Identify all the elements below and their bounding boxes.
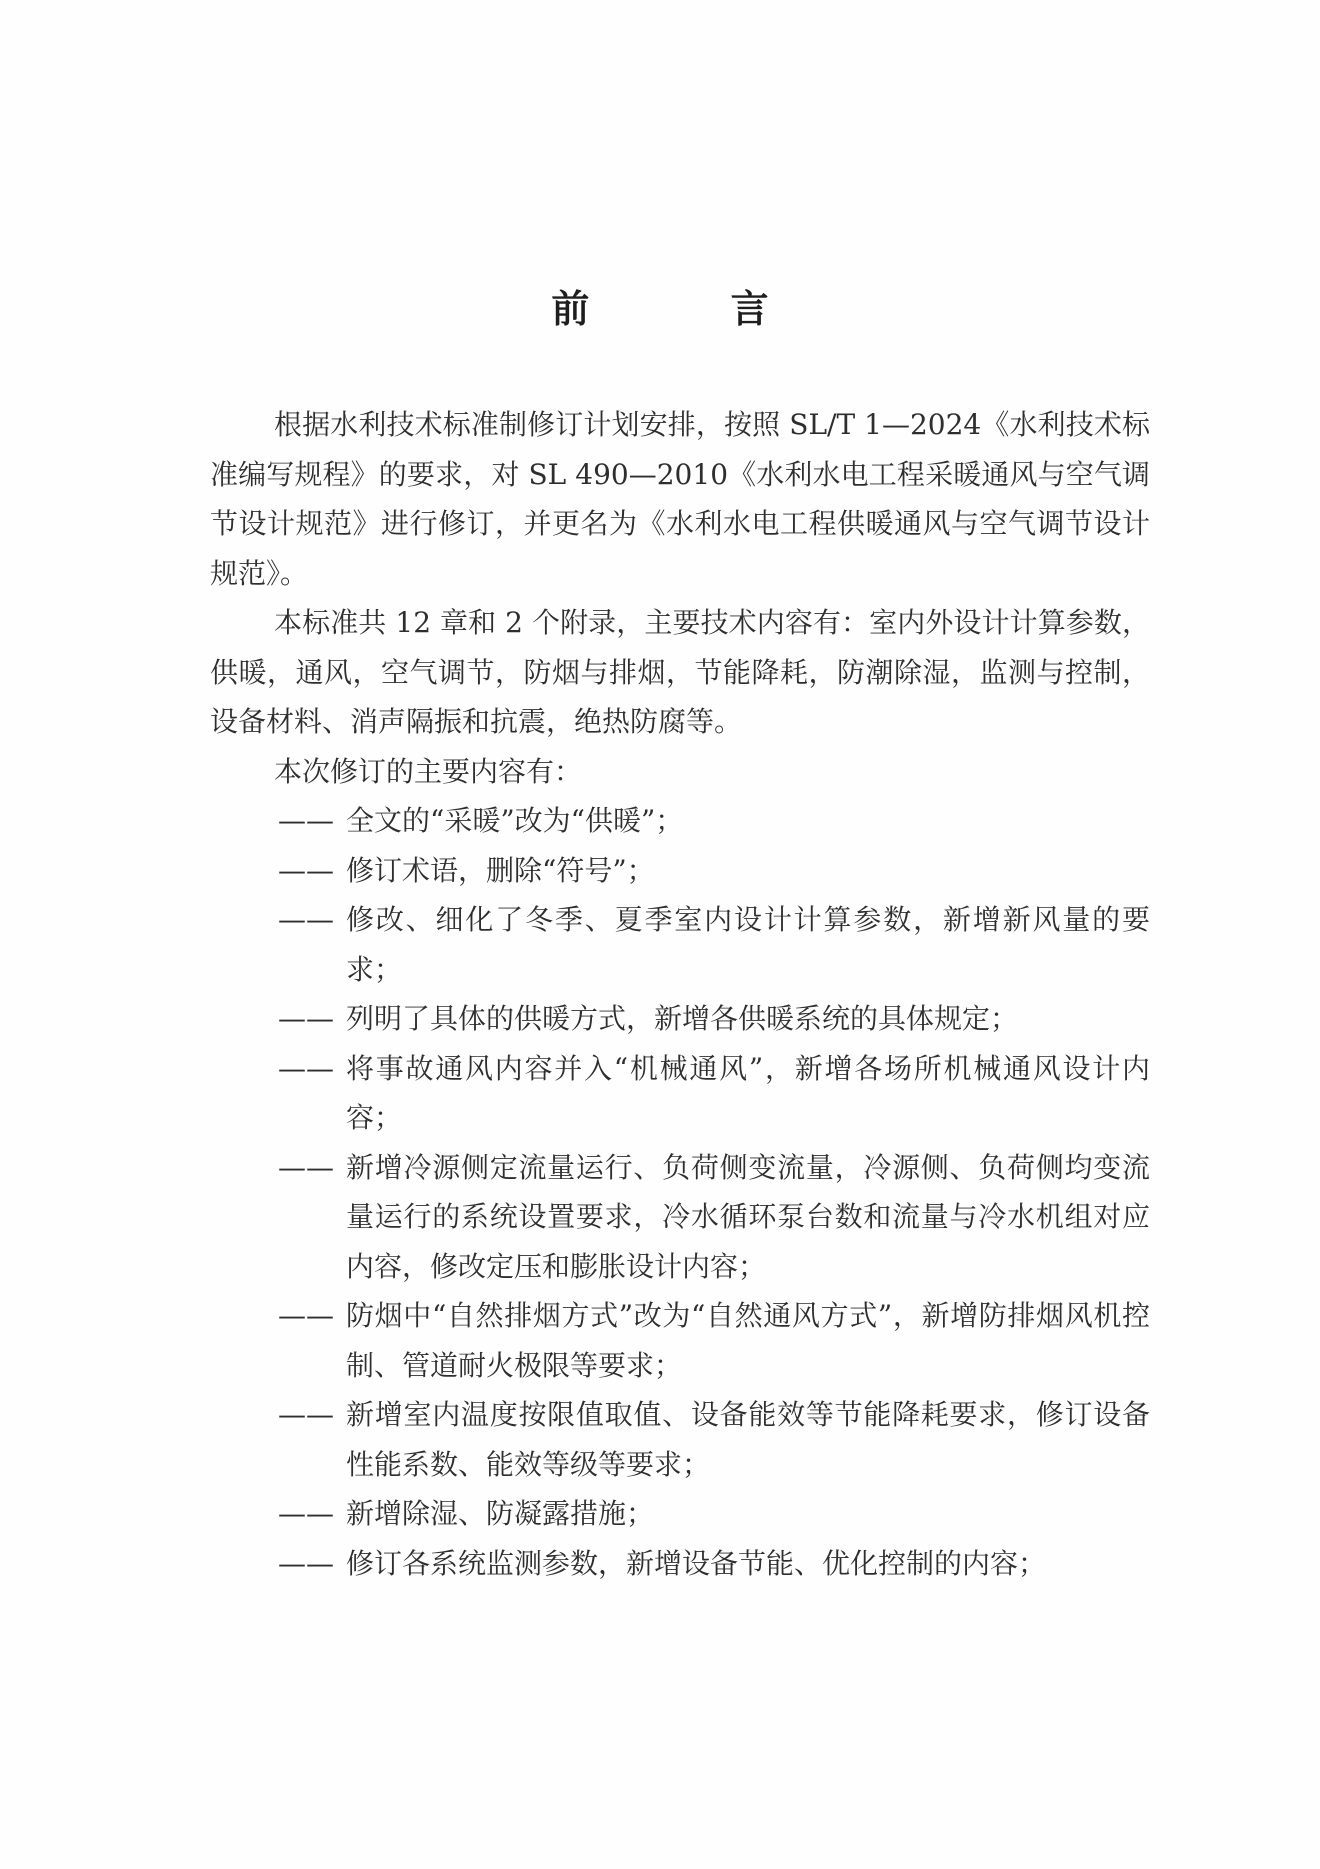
- list-item-text: 新增除湿、防凝露措施；: [346, 1497, 655, 1530]
- dash-marker: ——: [278, 903, 334, 936]
- list-item: [210, 1291, 1150, 1390]
- list-item: [210, 1143, 1150, 1292]
- dash-marker: ——: [278, 1051, 334, 1085]
- list-item-text: 列明了具体的供暖方式，新增各供暖系统的具体规定；: [346, 1002, 1019, 1035]
- list-item-text: 防烟中“自然排烟方式”改为“自然通风方式”，新增防排烟风机控制、管道耐火极限等要求；: [346, 1299, 1150, 1382]
- revisions-intro: 本次修订的主要内容有：: [274, 754, 583, 788]
- page-title: 前 言: [551, 287, 833, 331]
- list-item: [210, 1539, 1150, 1589]
- revisions-list: [210, 796, 1150, 1588]
- list-item-text: 新增室内温度按限值取值、设备能效等节能降耗要求，修订设备性能系数、能效等级等要求；: [346, 1398, 1150, 1481]
- dash-marker: ——: [278, 1398, 334, 1431]
- list-item: [210, 895, 1150, 994]
- paragraph-contents-summary: 本标准共 12 章和 2 个附录，主要技术内容有：室内外设计计算参数，供暖，通风，空气调节，防烟与排烟，节能降耗，防潮除湿，监测与控制，设备材料、消声隔振和抗震，绝热防腐等。: [210, 606, 1150, 738]
- paragraph-revision-basis: 根据水利技术标准制修订计划安排，按照 SL/T 1—2024《水利技术标准编写规程》的要求，对 SL 490—2010《水利水电工程采暖通风与空气调节设计规范》进行修订，并更名为《水利水电工程供暖通风与空气调节设计规范》。: [210, 408, 1150, 590]
- list-item: [210, 1489, 1150, 1539]
- list-item: [210, 994, 1150, 1044]
- dash-marker: ——: [278, 1299, 334, 1332]
- list-item: [210, 846, 1150, 896]
- list-item-text: 修订各系统监测参数，新增设备节能、优化控制的内容；: [346, 1546, 1047, 1580]
- list-item: [210, 1390, 1150, 1489]
- page-body: [210, 400, 1150, 1588]
- list-item: [210, 1044, 1150, 1143]
- list-item-text: 全文的“采暖”改为“供暖”；: [346, 804, 684, 837]
- list-item: [210, 796, 1150, 846]
- dash-marker: ——: [278, 853, 334, 887]
- dash-marker: ——: [278, 1497, 334, 1530]
- list-item-text: 将事故通风内容并入“机械通风”，新增各场所机械通风设计内容；: [346, 1051, 1150, 1134]
- list-item-text: 新增冷源侧定流量运行、负荷侧变流量，冷源侧、负荷侧均变流量运行的系统设置要求，冷水循环泵台数和流量与冷水机组对应内容，修改定压和膨胀设计内容；: [346, 1150, 1150, 1283]
- list-item-text: 修订术语，删除“符号”；: [346, 853, 655, 887]
- dash-marker: ——: [278, 1002, 334, 1035]
- dash-marker: ——: [278, 804, 334, 837]
- dash-marker: ——: [278, 1150, 334, 1184]
- dash-marker: ——: [278, 1546, 334, 1580]
- list-item-text: 修改、细化了冬季、夏季室内设计计算参数，新增新风量的要求；: [346, 903, 1150, 986]
